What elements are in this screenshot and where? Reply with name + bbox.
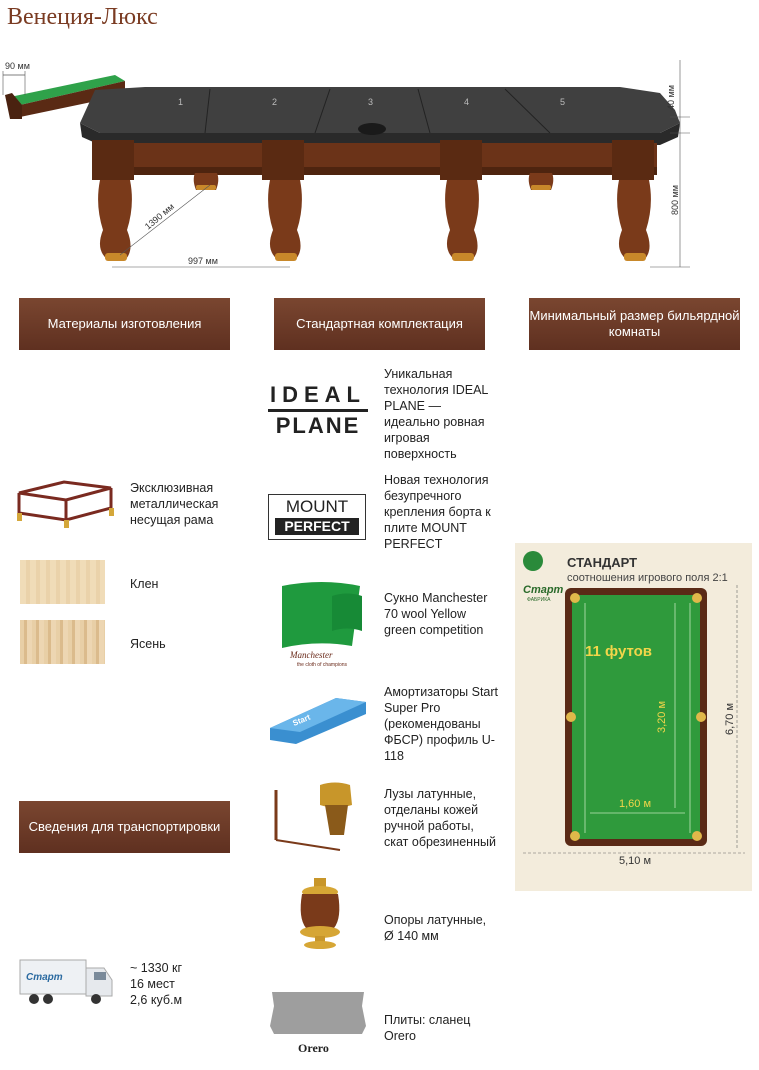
table-size-label: 11 футов (585, 643, 653, 660)
slate-4: 4 (464, 97, 470, 107)
cushion-text: Амортизаторы Start Super Pro (рекомендованы ФБСР) профиль U-118 (384, 685, 499, 763)
slate-5: 5 (560, 97, 566, 107)
header-standard: Стандартная комплектация (274, 298, 485, 350)
transport-volume: 2,6 куб.м (130, 993, 183, 1007)
table-diagram (0, 55, 759, 275)
slate-image (266, 986, 370, 1058)
material-maple-text: Клен (130, 577, 159, 591)
dim-depth: 1390 мм (142, 201, 177, 232)
metal-frame-image (14, 478, 114, 530)
dim-rail: 90 мм (5, 61, 30, 71)
maple-wood-image (20, 560, 105, 604)
svg-text:Старт: Старт (26, 972, 63, 983)
dim-span: 997 мм (188, 256, 218, 266)
slate-1: 1 (178, 97, 184, 107)
page-title: Венеция-Люкс (7, 4, 158, 30)
standard-label: СТАНДАРТ (567, 555, 638, 570)
svg-text:the cloth of champions: the cloth of champions (297, 662, 348, 668)
cloth-text: Сукно Manchester 70 wool Yellow green competition (384, 591, 488, 637)
table-legs (98, 173, 651, 260)
transport-weight: ~ 1330 кг (130, 961, 183, 975)
ash-wood-image (20, 620, 105, 664)
dim-thickness: 40 мм (666, 85, 676, 110)
transport-places: 16 мест (130, 977, 175, 991)
brass-leg-text: Опоры латунные, Ø 140 мм (384, 913, 487, 943)
slate-2: 2 (272, 97, 278, 107)
header-materials: Материалы изготовления (19, 298, 230, 350)
inner-height: 3,20 м (656, 700, 668, 733)
outer-width: 5,10 м (619, 855, 652, 867)
mount-perfect-text: Новая технология безупречного крепления борта к плите MOUNT PERFECT (384, 473, 491, 551)
material-frame-text: Эксклюзивная металлическая несущая рама (130, 481, 219, 527)
brand-name: Старт (523, 584, 564, 596)
brass-leg-image (290, 878, 350, 950)
brand-sub: ФАБРИКА (527, 597, 551, 603)
ideal-plane-text: Уникальная технология IDEAL PLANE — идеально ровная игровая поверхность (384, 367, 488, 461)
brass-pocket-image (270, 780, 360, 860)
svg-text:Manchester: Manchester (290, 650, 333, 660)
slate-3: 3 (368, 97, 374, 107)
material-ash-text: Ясень (130, 637, 166, 651)
inner-width: 1,60 м (619, 798, 652, 810)
truck-image (16, 954, 116, 1012)
mount-perfect-logo: MOUNT PERFECT (268, 494, 366, 540)
svg-text:Orero: Orero (298, 1041, 329, 1055)
header-transport: Сведения для транспортировки (19, 801, 230, 853)
slate-text: Плиты: сланец Orero (384, 1013, 471, 1043)
room-size-panel (515, 543, 752, 891)
header-room: Минимальный размер бильярдной комнаты (529, 298, 740, 350)
brass-pocket-text: Лузы латунные, отделаны кожей ручной работы, скат обрезиненный (384, 787, 496, 849)
cushion-image (266, 688, 370, 748)
cloth-image (272, 576, 372, 668)
ratio-label: соотношения игрового поля 2:1 (567, 572, 728, 584)
svg-text:Start: Start (291, 712, 312, 728)
dim-height: 800 мм (670, 185, 680, 215)
ideal-plane-logo: IDEAL PLANE (270, 382, 366, 438)
outer-height: 6,70 м (724, 702, 736, 735)
